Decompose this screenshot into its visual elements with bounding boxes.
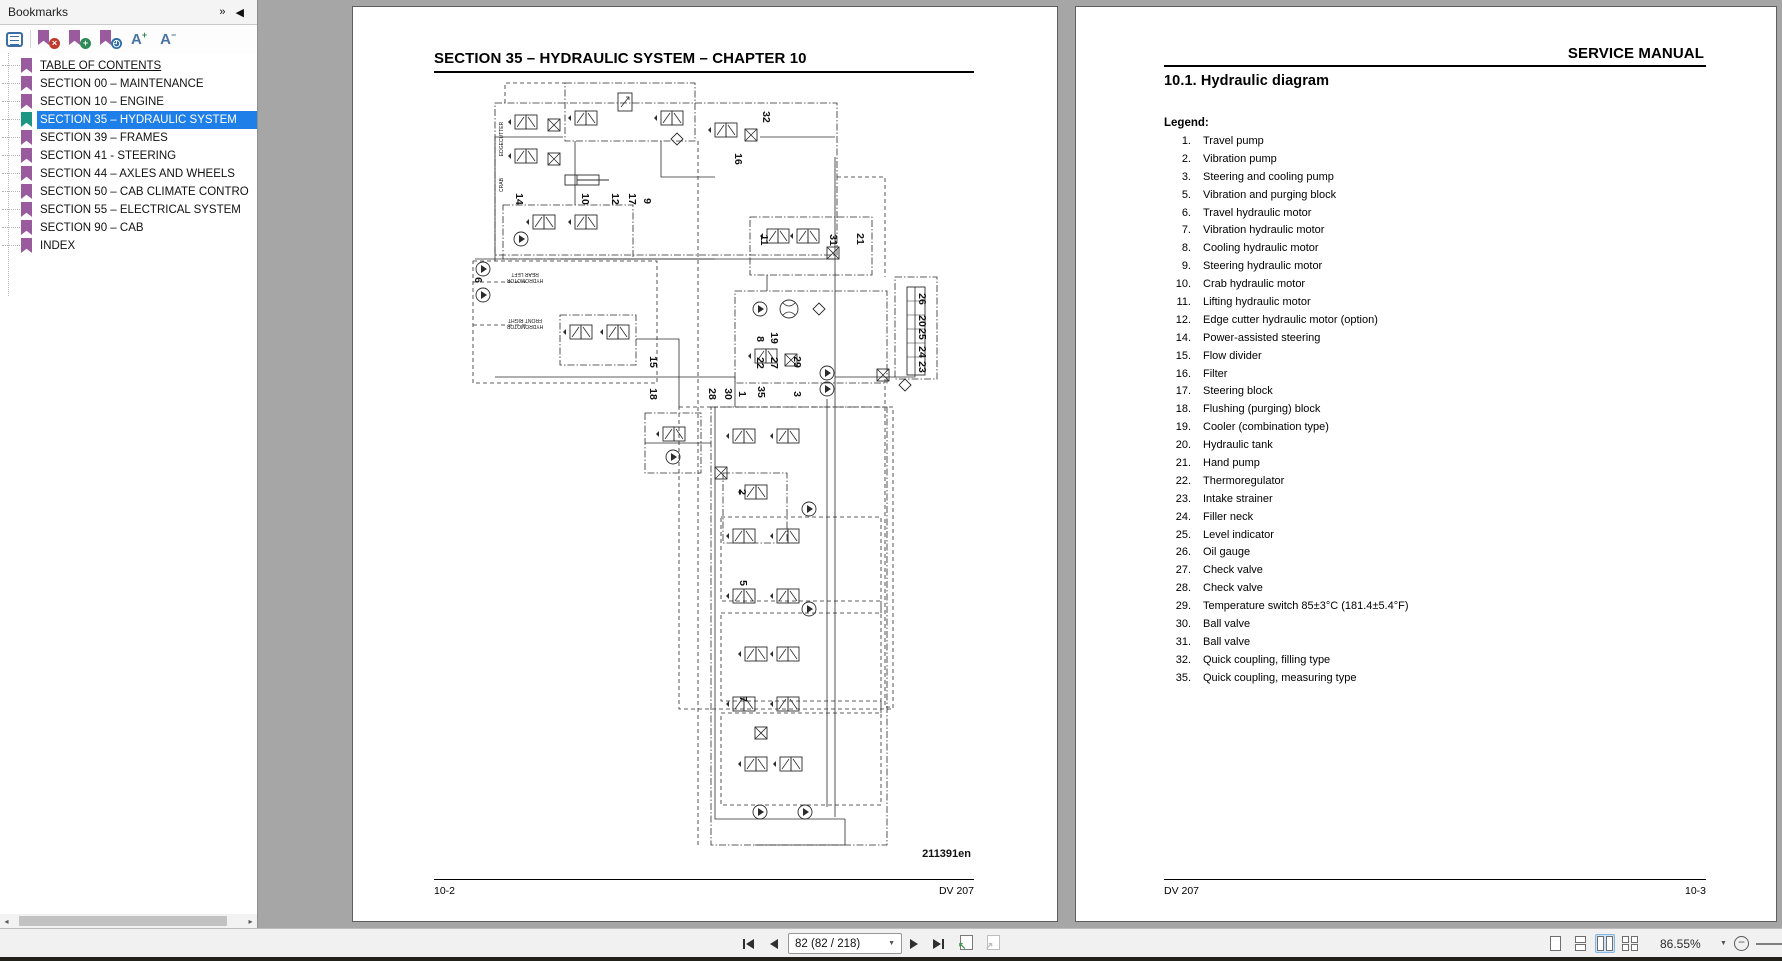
next-page-button[interactable] [910,929,918,958]
bookmark-item-0[interactable] [0,57,257,75]
continuous-view-icon[interactable] [1570,934,1590,953]
legend-number: 28. [1175,582,1191,595]
legend-item [1164,546,1706,564]
legend-list [1164,135,1706,690]
tree-stub [2,137,20,138]
legend-item [1164,654,1706,672]
bookmark-flag-icon [21,220,32,235]
tree-stub [2,227,20,228]
legend-text: Crab hydraulic motor [1203,278,1306,291]
previous-page-button[interactable] [770,929,778,958]
legend-number: 23. [1175,492,1191,505]
bookmark-item-5[interactable] [0,147,257,165]
legend-text: Intake strainer [1203,492,1273,505]
page-left [352,6,1058,922]
diagram-callout: 3 [791,391,803,397]
legend-number: 32. [1175,653,1191,666]
legend-number: 27. [1175,564,1191,577]
arrow-glyph: ↖ [958,941,967,952]
bookmark-item-10[interactable] [0,237,257,255]
window-bottom-edge [0,957,1782,961]
legend-text: Level indicator [1203,528,1274,541]
legend-text: Travel hydraulic motor [1203,206,1312,219]
add-bookmark-icon[interactable] [69,30,89,48]
legend-number: 25. [1175,528,1191,541]
legend-item [1164,171,1706,189]
tree-stub [2,101,20,102]
legend-text: Filler neck [1203,510,1254,523]
diagram-callout: 26 [916,293,928,305]
legend-text: Vibration pump [1203,152,1277,165]
bookmark-label: SECTION 90 – CAB [40,222,144,234]
bookmark-flag-icon [21,148,32,163]
goto-bookmark-icon[interactable] [100,30,120,48]
hscroll-right-icon[interactable]: ▸ [248,916,253,926]
diagram-callout: 18 [647,388,659,400]
bookmark-label: SECTION 39 – FRAMES [40,132,168,144]
model-code: DV 207 [1164,885,1200,897]
bookmark-item-1[interactable] [0,75,257,93]
legend-text: Ball valve [1203,635,1251,648]
delete-bookmark-icon[interactable] [38,30,58,48]
legend-item [1164,314,1706,332]
zoom-caret-icon[interactable]: ▼ [1720,940,1727,947]
add-badge: + [80,38,91,49]
toolbar-separator [30,30,31,48]
bookmarks-panel-title: Bookmarks [8,5,69,19]
page-number: 10-3 [1684,885,1706,897]
diagram-label: FRONT RIGHT [507,317,543,323]
footer-rule [1164,879,1706,880]
diagram-callout: 1 [736,391,748,397]
heading-rule [1164,65,1706,67]
legend-number: 29. [1175,600,1191,613]
bookmark-label: INDEX [40,240,76,252]
diagram-callout: 12 [609,193,621,205]
diagram-callout: 21 [854,233,866,245]
legend-number: 14. [1175,331,1191,344]
legend-item [1164,529,1706,547]
legend-number: 30. [1175,618,1191,631]
legend-title: Legend: [1164,117,1209,129]
legend-number: 15. [1175,349,1191,362]
bookmark-flag-icon [38,30,49,45]
right-page-heading: SERVICE MANUAL [1567,45,1704,62]
two-page-continuous-view-icon[interactable] [1620,934,1640,953]
page-number: 10-2 [434,885,456,897]
bookmark-label: SECTION 44 – AXLES AND WHEELS [40,168,235,180]
bookmark-label: TABLE OF CONTENTS [40,60,162,72]
bookmark-flag-icon [21,202,32,217]
diagram-callout: 32 [760,111,772,123]
diagram-callout: 8 [754,336,766,342]
legend-item [1164,385,1706,403]
document-view[interactable] [259,0,1782,928]
legend-number: 22. [1175,474,1191,487]
bookmark-item-3[interactable] [0,111,257,129]
legend-number: 19. [1175,421,1191,434]
legend-item [1164,403,1706,421]
diagram-label: REAR LEFT [511,271,539,277]
legend-number: 26. [1175,546,1191,559]
legend-item [1164,564,1706,582]
bookmark-item-8[interactable] [0,201,257,219]
legend-number: 5. [1181,188,1191,201]
bookmarks-panel [0,0,258,928]
figure-code: 211391en [922,848,971,860]
bookmark-flag-icon [21,112,32,127]
legend-text: Lifting hydraulic motor [1203,296,1311,309]
bookmark-item-7[interactable] [0,183,257,201]
left-page-heading: SECTION 35 – HYDRAULIC SYSTEM – CHAPTER 10 [434,50,807,67]
legend-text: Steering hydraulic motor [1203,260,1323,273]
legend-text: Quick coupling, filling type [1203,653,1331,666]
legend-item [1164,475,1706,493]
bookmark-label: SECTION 41 - STEERING [40,150,177,162]
legend-item [1164,296,1706,314]
footer-rule [434,879,974,880]
diagram-callout: 35 [755,386,767,398]
legend-text: Check valve [1203,564,1263,577]
right-page-footer [1164,885,1706,897]
diagram-callout: 2 [736,489,748,495]
legend-number: 12. [1175,313,1191,326]
legend-item [1164,511,1706,529]
bookmark-flag-icon [21,238,32,253]
diagram-callout: 17 [626,193,638,205]
bookmark-list [0,53,257,255]
bookmark-options-icon[interactable] [6,32,23,47]
hscroll-left-icon[interactable]: ◂ [4,916,9,926]
bar-glyph [743,939,745,949]
diagram-callout: 15 [647,356,659,368]
legend-item [1164,260,1706,278]
decrease-text-size-icon[interactable]: A− [160,30,177,48]
triangle-glyph [770,939,778,949]
legend-text: Vibration hydraulic motor [1203,224,1325,237]
last-page-button[interactable] [933,929,944,958]
tree-stub [2,119,20,120]
legend-item [1164,135,1706,153]
legend-item [1164,493,1706,511]
diagram-callout: 14 [513,193,525,205]
diagram-callout: 6 [472,277,484,283]
legend-item [1164,636,1706,654]
legend-number: 6. [1181,206,1191,219]
legend-number: 11. [1176,296,1191,309]
bookmark-flag-icon [69,30,80,45]
heading-rule [434,71,974,73]
legend-number: 18. [1175,403,1191,416]
section-title: 10.1. Hydraulic diagram [1164,73,1330,89]
diagram-label: HYDROMOTOR [506,277,544,283]
bookmarks-hscrollbar[interactable] [0,914,257,928]
diagram-callout: 31 [827,234,839,246]
model-code: DV 207 [938,885,974,897]
diagram-callout: 30 [722,388,734,400]
hscroll-thumb[interactable] [19,916,227,926]
legend-text: Steering block [1203,385,1273,398]
hydraulic-diagram [415,77,995,863]
legend-item [1164,153,1706,171]
diagram-label: EDGECUTTER [499,121,505,157]
triangle-glyph [933,939,941,949]
tree-stub [2,155,20,156]
diagram-callout: 11 [758,234,770,246]
bookmark-label: SECTION 50 – CAB CLIMATE CONTRO [40,186,249,198]
legend-text: Steering and cooling pump [1203,170,1334,183]
tree-stub [2,245,20,246]
legend-number: 31. [1175,635,1191,648]
zoom-level-value: 86.55% [1660,936,1701,951]
diagram-callout: 29 [791,356,803,368]
diagram-callout: 22 [754,357,766,369]
two-page-view-icon[interactable] [1595,934,1615,953]
bookmark-flag-icon [21,76,32,91]
legend-number: 17. [1175,385,1191,398]
previous-view-button[interactable] [958,935,976,952]
legend-item [1164,242,1706,260]
legend-item [1164,439,1706,457]
legend-item [1164,582,1706,600]
bookmark-item-4[interactable] [0,129,257,147]
tree-stub [2,173,20,174]
legend-item [1164,618,1706,636]
diagram-callout: 9 [641,198,653,204]
diagram-callout: 28 [706,388,718,400]
legend-item [1164,600,1706,618]
diagram-callout: 27 [768,357,780,369]
legend-item [1164,224,1706,242]
legend-number: 3. [1181,170,1191,183]
legend-text: Flushing (purging) block [1203,403,1321,416]
legend-text: Ball valve [1203,618,1251,631]
legend-item [1164,350,1706,368]
legend-number: 2. [1181,152,1191,165]
legend-number: 16. [1175,367,1191,380]
legend-text: Temperature switch 85±3°C (181.4±5.4°F) [1203,600,1409,613]
bookmark-flag-icon [21,166,32,181]
diagram-callout: 23 [916,361,928,373]
bookmark-item-6[interactable] [0,165,257,183]
bookmarks-panel-header [0,0,257,25]
page-number-combobox[interactable] [788,933,902,954]
legend-number: 1. [1181,135,1191,147]
legend-text: Quick coupling, measuring type [1203,671,1357,684]
bookmark-label: SECTION 35 – HYDRAULIC SYSTEM [40,114,237,126]
legend-text: Flow divider [1203,349,1262,362]
legend-item [1164,672,1706,690]
bookmark-label: SECTION 00 – MAINTENANCE [40,78,204,90]
bookmark-flag-icon [21,184,32,199]
panel-collapse-icon[interactable]: ◀ [235,6,244,19]
legend-text: Thermoregulator [1203,474,1285,487]
legend-item [1164,457,1706,475]
legend-text: Oil gauge [1203,546,1251,559]
page-number-value: 82 (82 / 218) [795,937,861,950]
bookmarks-toolbar [0,25,257,53]
combo-caret-icon[interactable]: ▼ [888,940,895,947]
bookmark-item-9[interactable] [0,219,257,237]
delete-badge: × [49,38,60,49]
tree-stub [2,65,20,66]
legend-item [1164,207,1706,225]
triangle-glyph [910,939,918,949]
diagram-callout: 24 [916,346,928,358]
legend-text: Filter [1203,367,1228,380]
legend-item [1164,421,1706,439]
zoom-out-button[interactable]: − [1734,936,1749,951]
diagram-callout: 25 [916,328,928,340]
bookmark-item-2[interactable] [0,93,257,111]
next-view-button[interactable] [985,935,1003,952]
bookmark-flag-icon [21,58,32,73]
bookmark-flag-icon [21,130,32,145]
legend-text: Cooling hydraulic motor [1203,242,1319,255]
diagram-callout: 19 [768,332,780,344]
bookmark-flag-icon [100,30,111,45]
legend-text: Edge cutter hydraulic motor (option) [1203,313,1378,326]
triangle-glyph [746,939,754,949]
left-page-footer [434,885,974,897]
panel-expand-icon[interactable]: » [219,6,226,18]
legend-text: Vibration and purging block [1203,188,1337,201]
bar-glyph [942,939,944,949]
single-page-view-icon[interactable] [1545,934,1565,953]
legend-number: 9. [1181,260,1191,273]
tree-stub [2,191,20,192]
legend-number: 21. [1175,457,1191,470]
legend-number: 35. [1175,671,1191,684]
legend-text: Check valve [1203,582,1263,595]
increase-text-size-icon[interactable]: A+ [131,30,148,48]
legend-item [1164,368,1706,386]
bookmark-label: SECTION 10 – ENGINE [40,96,164,108]
diagram-callout: 10 [579,193,591,205]
tree-stub [2,83,20,84]
legend-number: 20. [1175,439,1191,452]
legend-item [1164,278,1706,296]
zoom-slider[interactable] [1756,943,1782,945]
tree-stub [2,209,20,210]
legend-number: 7. [1181,224,1191,237]
legend-text: Power-assisted steering [1203,331,1321,344]
first-page-button[interactable] [743,929,754,958]
legend-item [1164,189,1706,207]
page-right [1075,6,1777,922]
legend-text: Hydraulic tank [1203,439,1273,452]
bookmark-label: SECTION 55 – ELECTRICAL SYSTEM [40,204,241,216]
arrow-glyph: ↗ [985,941,994,952]
diagram-callout: 20 [916,315,928,327]
bookmark-flag-icon [21,94,32,109]
legend-item [1164,332,1706,350]
diagram-label: CRAB [499,178,505,192]
diagram-callout: 16 [732,153,744,165]
status-bar [0,928,1782,957]
diagram-callout: 7 [737,696,749,702]
legend-text: Travel pump [1203,135,1264,147]
legend-number: 24. [1175,510,1191,523]
legend-text: Hand pump [1203,457,1260,470]
goto-badge: ◴ [112,38,121,48]
legend-number: 8. [1181,242,1191,255]
legend-number: 10. [1175,278,1191,291]
diagram-label: HYDROMOTOR [506,323,544,329]
diagram-callout: 5 [737,580,749,586]
legend-text: Cooler (combination type) [1203,421,1329,434]
